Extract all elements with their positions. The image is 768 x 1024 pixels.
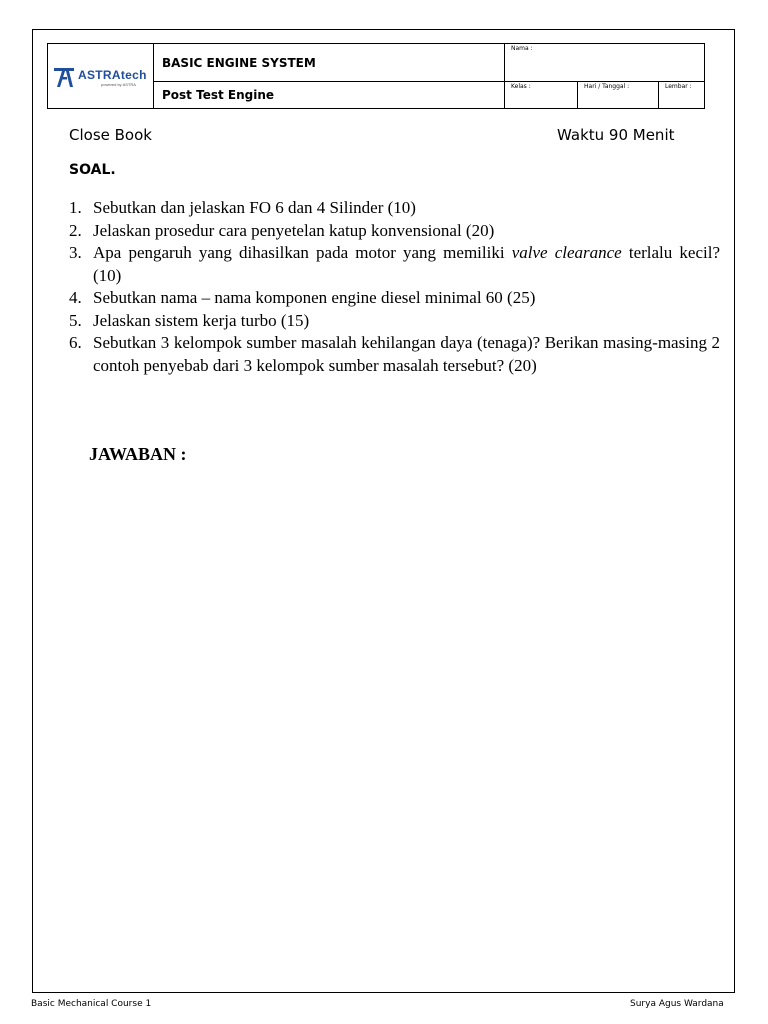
header-table xyxy=(47,43,705,109)
question-item xyxy=(69,332,720,377)
nama-label: Nama : xyxy=(511,45,533,52)
question-list xyxy=(69,197,720,377)
question-number: 3. xyxy=(69,243,82,262)
soal-heading: SOAL. xyxy=(69,162,116,178)
question-item xyxy=(69,197,720,220)
question-text-emphasis: valve clearance xyxy=(511,243,622,262)
question-item xyxy=(69,220,720,243)
astratech-logo xyxy=(53,66,149,88)
question-text: Sebutkan nama – nama komponen engine diesel minimal 60 (25) xyxy=(93,288,536,307)
page-border xyxy=(32,29,735,993)
course-title: BASIC ENGINE SYSTEM xyxy=(154,44,505,82)
question-text-pre: Apa pengaruh yang dihasilkan pada motor yang memiliki xyxy=(93,243,512,262)
question-item xyxy=(69,287,720,310)
question-item xyxy=(69,310,720,333)
footer-course-name: Basic Mechanical Course 1 xyxy=(31,999,152,1009)
question-text: Jelaskan prosedur cara penyetelan katup konvensional (20) xyxy=(93,220,495,240)
lembar-field xyxy=(659,82,704,108)
logo-text: ASTRAtech xyxy=(78,68,147,82)
lembar-label: Lembar : xyxy=(665,83,692,90)
question-item xyxy=(69,242,720,287)
kelas-label: Kelas : xyxy=(511,83,531,90)
astratech-logo-icon xyxy=(53,66,75,88)
test-title: Post Test Engine xyxy=(154,82,505,108)
time-limit-label: Waktu 90 Menit xyxy=(557,126,675,144)
question-number: 5. xyxy=(69,310,82,330)
logo-sub: powered by ASTRA xyxy=(101,82,136,87)
nama-field xyxy=(505,44,704,82)
question-number: 4. xyxy=(69,288,82,307)
close-book-label: Close Book xyxy=(69,126,152,144)
question-text: Sebutkan 3 kelompok sumber masalah kehilangan daya (tenaga)? Berikan masing-masing 2 contoh penyebab dari 3 kelompok sumber masalah tersebut? (20) xyxy=(93,333,720,375)
hari-tanggal-label: Hari / Tanggal : xyxy=(584,83,630,90)
question-text: Jelaskan sistem kerja turbo (15) xyxy=(93,310,310,330)
logo-cell xyxy=(48,44,154,108)
jawaban-heading: JAWABAN : xyxy=(89,444,187,464)
question-text-post: terlalu kecil? (10) xyxy=(93,243,720,285)
question-number: 6. xyxy=(69,333,82,352)
hari-tanggal-field xyxy=(578,82,659,108)
kelas-field xyxy=(505,82,578,108)
footer-author: Surya Agus Wardana xyxy=(630,999,724,1009)
question-number: 1. xyxy=(69,198,82,217)
question-number: 2. xyxy=(69,220,82,240)
question-text: Sebutkan dan jelaskan FO 6 dan 4 Silinder (10) xyxy=(93,198,416,217)
